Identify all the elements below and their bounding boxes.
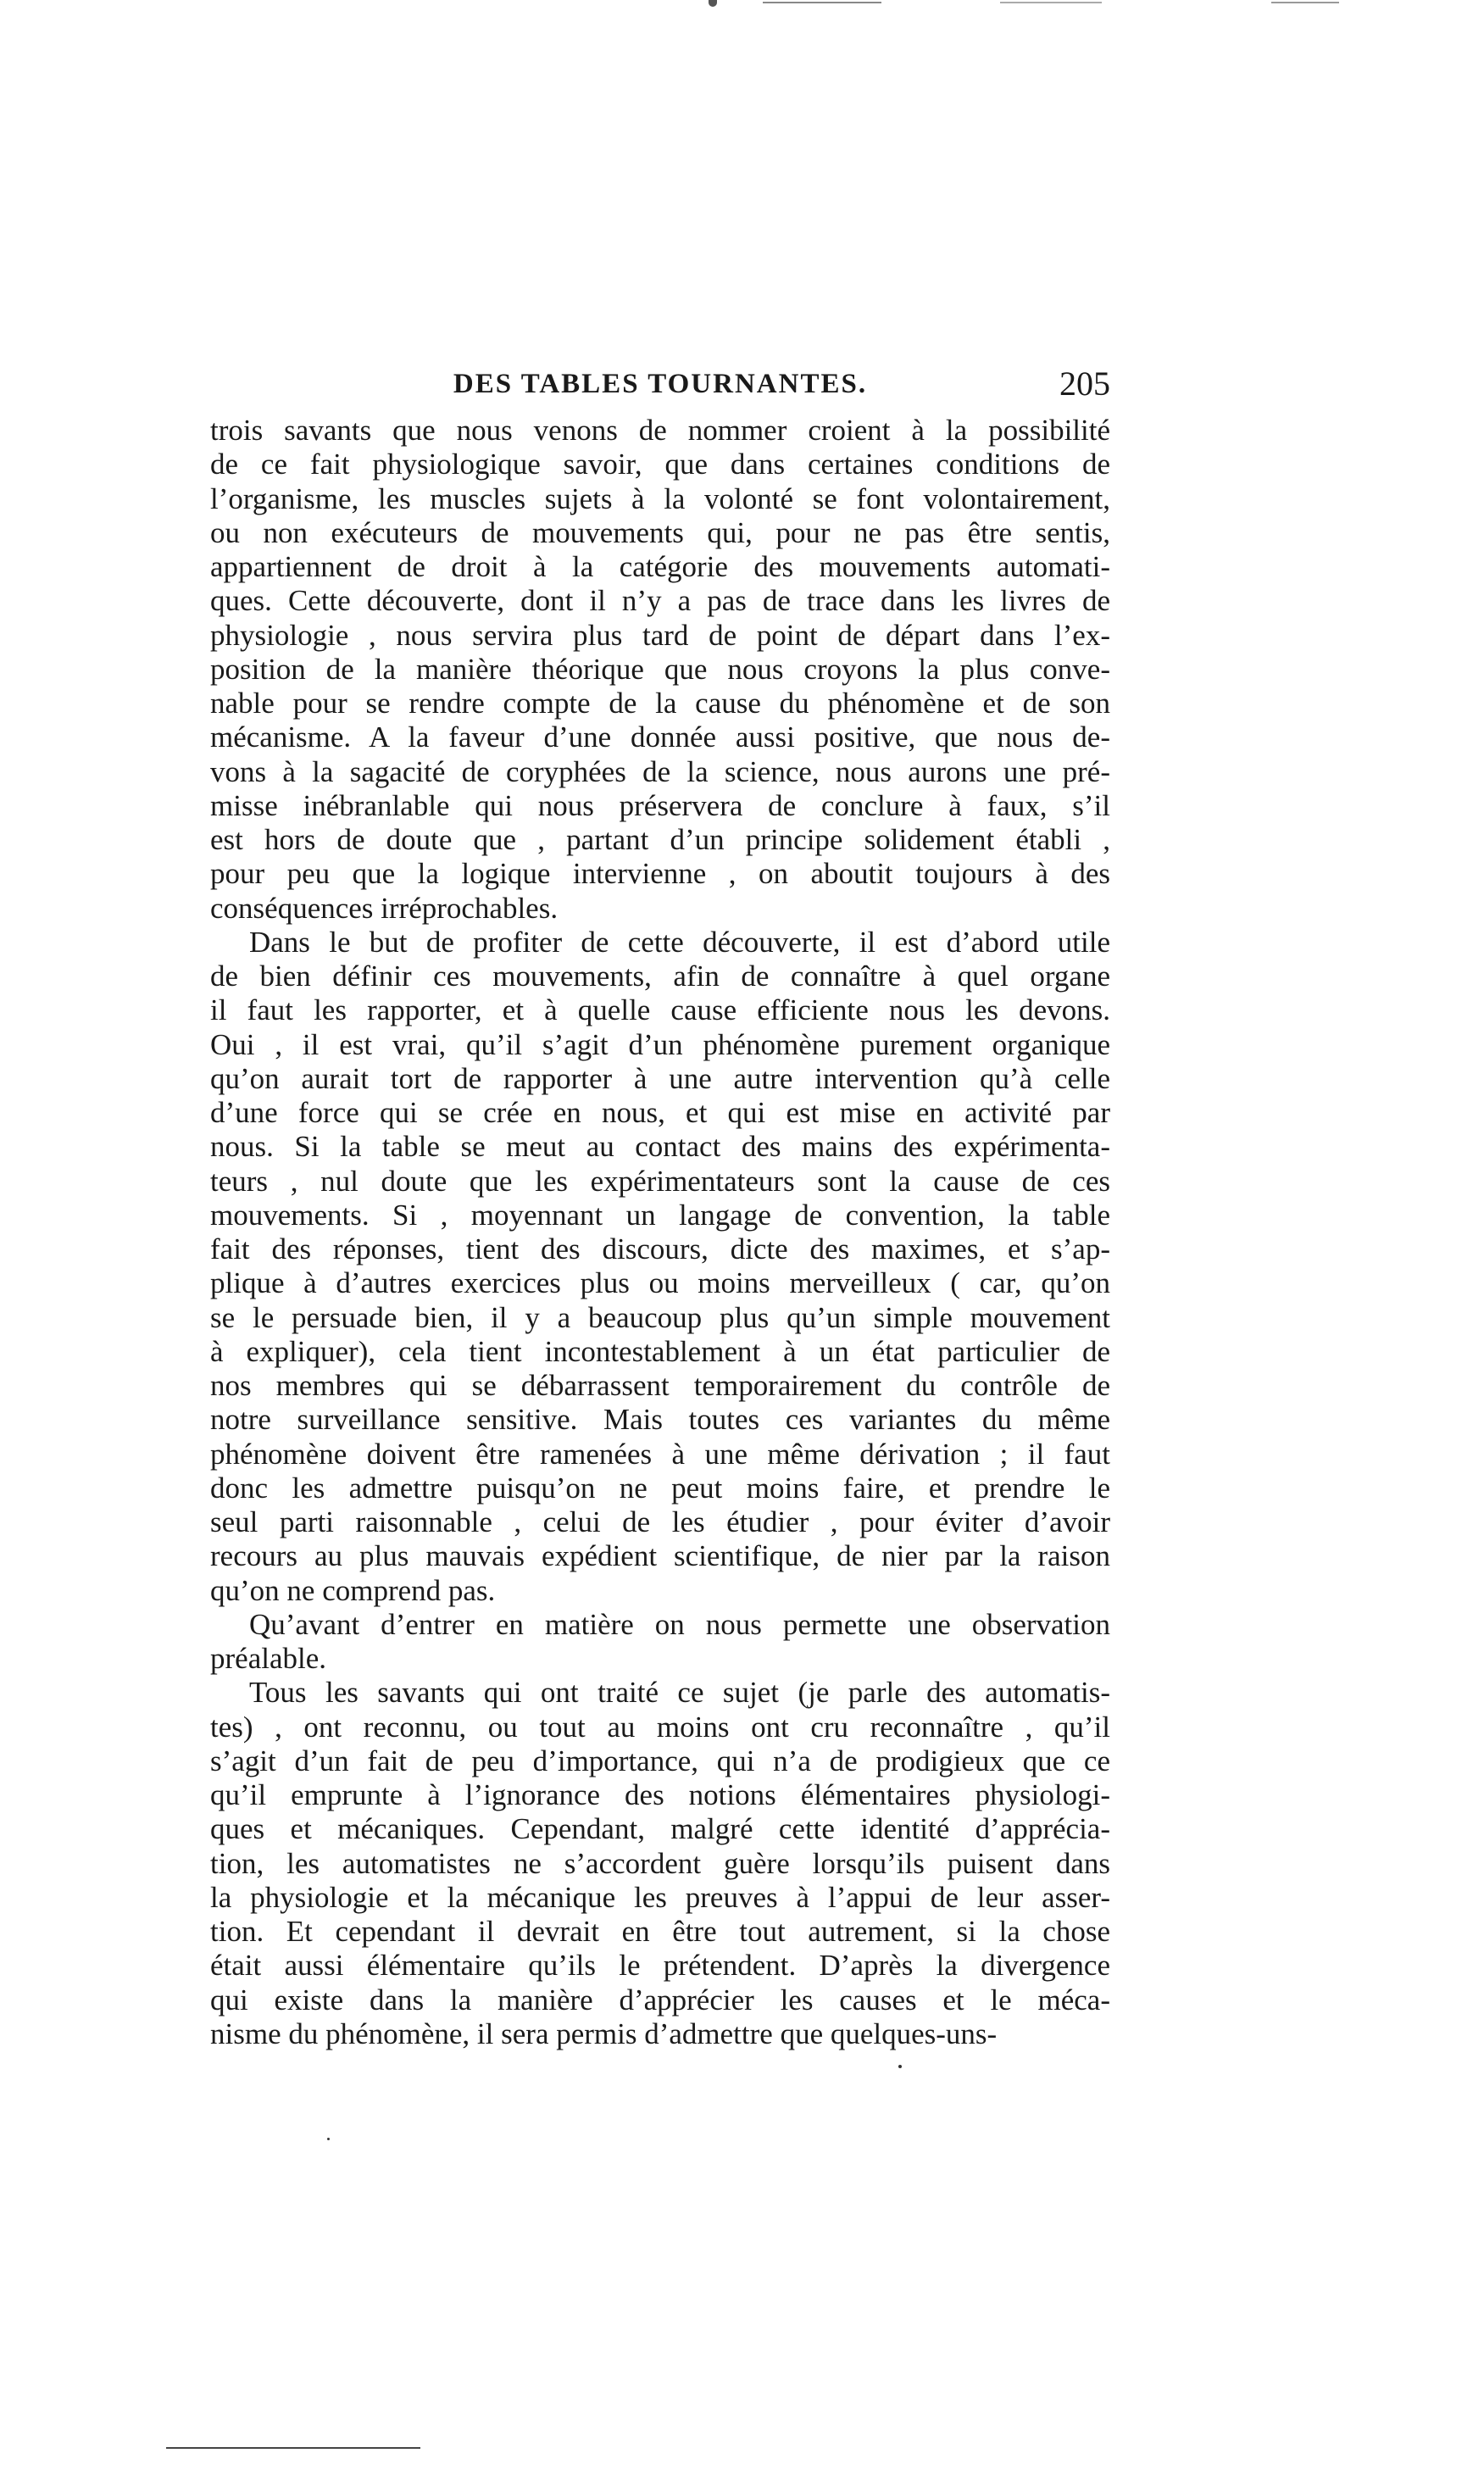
- text-line: nous. Si la table se meut au contact des mains des expérimenta-: [210, 1130, 1110, 1164]
- running-title: DES TABLES TOURNANTES.: [453, 369, 868, 399]
- paragraph: [210, 1676, 1110, 2051]
- running-head: [210, 363, 1110, 405]
- text-line: nisme du phénomène, il sera permis d’admettre que quelques-uns-: [210, 2017, 998, 2050]
- body-text: [210, 414, 1110, 2051]
- text-line: Dans le but de profiter de cette découverte, il est d’abord utile: [249, 925, 1110, 959]
- scan-artifact: [709, 0, 717, 7]
- text-line: nos membres qui se débarrassent temporairement du contrôle de: [210, 1369, 1110, 1402]
- ink-speck: [327, 2138, 330, 2140]
- text-line: tion, les automatistes ne s’accordent guère lorsqu’ils puisent dans: [210, 1846, 1110, 1880]
- paragraph: [210, 414, 1110, 926]
- scan-artifact: [1000, 2, 1102, 3]
- text-line: était aussi élémentaire qu’ils le prétendent. D’après la divergence: [210, 1949, 1110, 1983]
- text-line: qui existe dans la manière d’apprécier les causes et le méca-: [210, 1983, 1110, 2017]
- text-line: Oui , il est vrai, qu’il s’agit d’un phénomène purement organique: [210, 1027, 1110, 1061]
- text-line: ques et mécaniques. Cependant, malgré cette identité d’apprécia-: [210, 1812, 1110, 1846]
- paragraph: [210, 1608, 1110, 1677]
- text-line: mécanisme. A la faveur d’une donnée aussi positive, que nous de-: [210, 720, 1110, 754]
- text-line: vons à la sagacité de coryphées de la science, nous aurons une pré-: [210, 754, 1110, 788]
- ink-speck: [898, 2065, 902, 2068]
- text-line: mouvements. Si , moyennant un langage de convention, la table: [210, 1198, 1110, 1232]
- text-line: se le persuade bien, il y a beaucoup plus qu’un simple mouvement: [210, 1300, 1110, 1334]
- text-line: position de la manière théorique que nous croyons la plus conve-: [210, 652, 1110, 686]
- scan-artifact: [1271, 2, 1339, 3]
- text-line: notre surveillance sensitive. Mais toutes ces variantes du même: [210, 1403, 1110, 1437]
- text-line: trois savants que nous venons de nommer croient à la possibilité: [210, 414, 1110, 447]
- text-line: recours au plus mauvais expédient scientifique, de nier par la raison: [210, 1539, 1110, 1573]
- text-line: appartiennent de droit à la catégorie des mouvements automati-: [210, 550, 1110, 583]
- text-line: plique à d’autres exercices plus ou moins merveilleux ( car, qu’on: [210, 1266, 1110, 1300]
- text-line: teurs , nul doute que les expérimentateurs sont la cause de ces: [210, 1164, 1110, 1198]
- text-line: fait des réponses, tient des discours, dicte des maximes, et s’ap-: [210, 1232, 1110, 1266]
- bottom-rule: [166, 2447, 420, 2449]
- page-number: 205: [1059, 364, 1110, 403]
- text-line: Qu’avant d’entrer en matière on nous permette une observation: [249, 1607, 1110, 1641]
- text-line: phénomène doivent être ramenées à une même dérivation ; il faut: [210, 1437, 1110, 1471]
- text-line: conséquences irréprochables.: [210, 891, 559, 925]
- text-line: de bien définir ces mouvements, afin de connaître à quel organe: [210, 960, 1110, 993]
- text-line: ou non exécuteurs de mouvements qui, pour ne pas être sentis,: [210, 515, 1110, 549]
- text-line: nable pour se rendre compte de la cause du phénomène et de son: [210, 687, 1110, 720]
- text-line: préalable.: [210, 1642, 326, 1675]
- paragraph: [210, 926, 1110, 1608]
- text-line: de ce fait physiologique savoir, que dans certaines conditions de: [210, 448, 1110, 481]
- scan-artifact: [763, 2, 881, 3]
- text-line: tion. Et cependant il devrait en être tout autrement, si la chose: [210, 1915, 1110, 1948]
- text-line: pour peu que la logique intervienne , on aboutit toujours à des: [210, 857, 1110, 891]
- text-line: qu’on ne comprend pas.: [210, 1573, 496, 1607]
- text-line: qu’il emprunte à l’ignorance des notions élémentaires physiologi-: [210, 1778, 1110, 1811]
- text-line: la physiologie et la mécanique les preuves à l’appui de leur asser-: [210, 1880, 1110, 1914]
- text-line: l’organisme, les muscles sujets à la volonté se font volontairement,: [210, 481, 1110, 515]
- text-line: tes) , ont reconnu, ou tout au moins ont cru reconnaître , qu’il: [210, 1710, 1110, 1744]
- text-line: qu’on aurait tort de rapporter à une autre intervention qu’à celle: [210, 1061, 1110, 1095]
- text-line: est hors de doute que , partant d’un principe solidement établi ,: [210, 823, 1110, 856]
- text-line: d’une force qui se crée en nous, et qui est mise en activité par: [210, 1096, 1110, 1129]
- text-line: il faut les rapporter, et à quelle cause efficiente nous les devons.: [210, 993, 1110, 1027]
- text-line: physiologie , nous servira plus tard de point de départ dans l’ex-: [210, 618, 1110, 652]
- text-line: misse inébranlable qui nous préservera de conclure à faux, s’il: [210, 788, 1110, 822]
- text-line: à expliquer), cela tient incontestablement à un état particulier de: [210, 1334, 1110, 1368]
- text-line: ques. Cette découverte, dont il n’y a pas de trace dans les livres de: [210, 584, 1110, 618]
- text-line: donc les admettre puisqu’on ne peut moins faire, et prendre le: [210, 1471, 1110, 1505]
- text-line: Tous les savants qui ont traité ce sujet (je parle des automatis-: [249, 1676, 1110, 1710]
- text-line: seul parti raisonnable , celui de les étudier , pour éviter d’avoir: [210, 1505, 1110, 1538]
- text-line: s’agit d’un fait de peu d’importance, qui n’a de prodigieux que ce: [210, 1744, 1110, 1777]
